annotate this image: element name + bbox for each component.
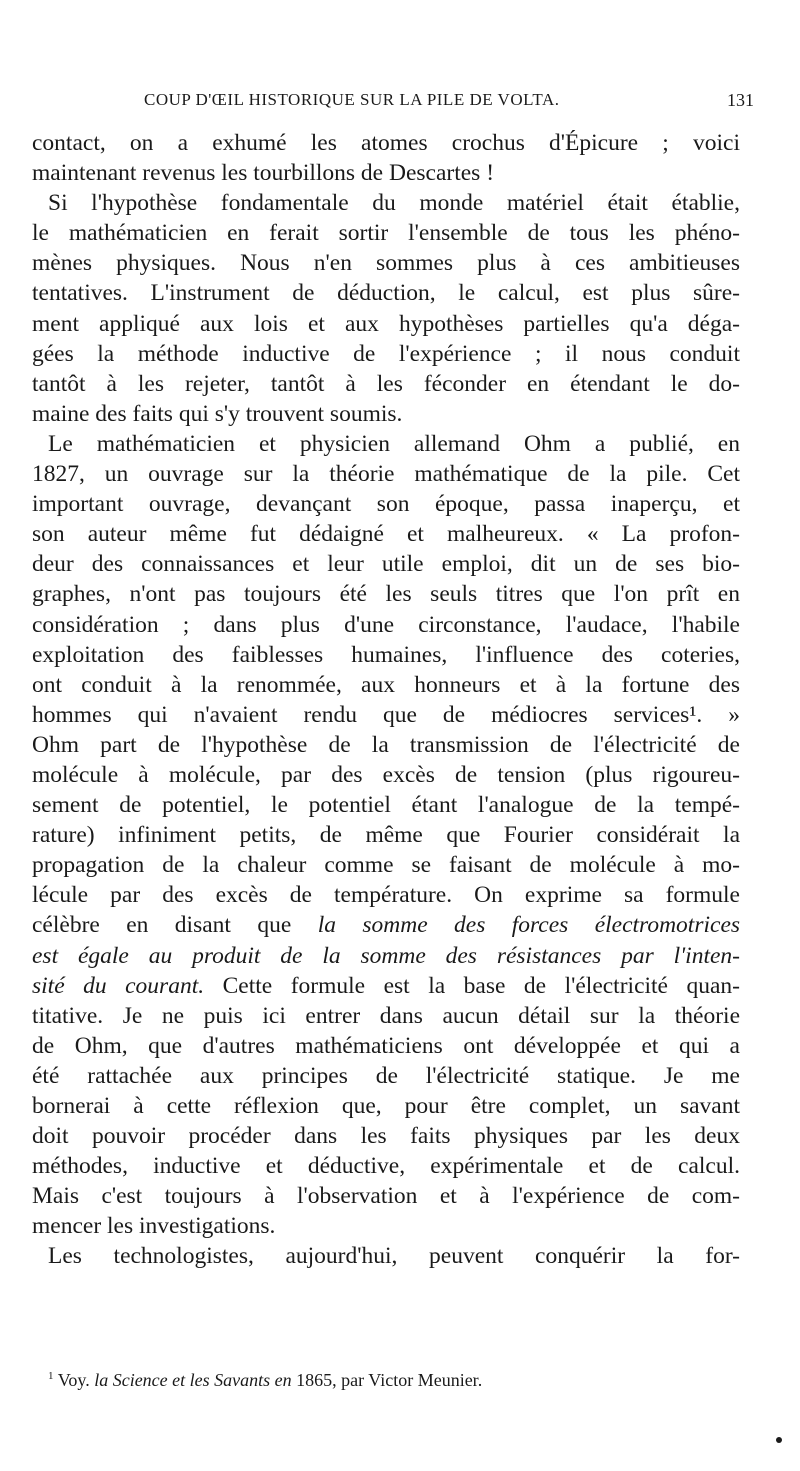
text-line: maine des faits qui s'y trouvent soumis.	[32, 400, 403, 427]
text-line: de Ohm, que d'autres mathématiciens ont développée et qui a	[32, 1032, 740, 1059]
text-line: molécule à molécule, par des excès de tension (plus rigoureu-	[32, 761, 740, 788]
italic-formula-text: la somme des forces électromotrices	[317, 912, 740, 939]
body-text	[32, 128, 740, 1272]
text-line	[32, 971, 740, 1001]
text-line: propagation de la chaleur comme se faisant de molécule à mo-	[32, 852, 740, 879]
text-line: Les technologistes, aujourd'hui, peuvent conquérir la for-	[48, 1243, 740, 1270]
footnote-title: la Science et les Savants en	[94, 1370, 292, 1390]
text-line: important ouvrage, devançant son époque, passa inaperçu, et	[32, 491, 740, 518]
text-line: 1827, un ouvrage sur la théorie mathématique de la pile. Cet	[32, 461, 740, 488]
text-line: titative. Je ne puis ici entrer dans aucun détail sur la théorie	[32, 1002, 740, 1029]
text-line: doit pouvoir procéder dans les faits physiques par les deux	[32, 1123, 740, 1150]
text-line: été rattachée aux principes de l'électricité statique. Je me	[32, 1062, 740, 1089]
footnote-prefix: Voy.	[57, 1370, 95, 1390]
text-line: Ohm part de l'hypothèse de la transmission de l'électricité de	[32, 731, 740, 758]
text-line: lécule par des excès de température. On exprime sa formule	[32, 882, 740, 909]
text-line: hommes qui n'avaient rendu que de médiocres services¹. »	[32, 701, 740, 728]
text-line: mènes physiques. Nous n'en sommes plus à ces ambitieuses	[32, 250, 740, 277]
text-line: deur des connaissances et leur utile emploi, dit un de ses bio-	[32, 551, 740, 578]
text-line: gées la méthode inductive de l'expérience ; il nous conduit	[32, 340, 740, 367]
text-line: bornerai à cette réflexion que, pour être complet, un savant	[32, 1093, 740, 1119]
text-line: mencer les investigations.	[32, 1213, 276, 1240]
text-line: Mais c'est toujours à l'observation et à l'expérience de com-	[32, 1183, 740, 1210]
ink-speck	[776, 1437, 782, 1443]
text-line: exploitation des faiblesses humaines, l'influence des coteries,	[32, 641, 740, 668]
text-line: rature) infiniment petits, de même que Fourier considérait la	[32, 822, 740, 849]
footnote-suffix: 1865, par Victor Meunier.	[291, 1370, 483, 1390]
footnote-marker: 1	[48, 1370, 54, 1382]
text-line: sement de potentiel, le potentiel étant l'analogue de la tempé-	[32, 792, 740, 819]
text-line: son auteur même fut dédaigné et malheureux. « La profon-	[32, 521, 740, 548]
text-line: tentatives. L'instrument de déduction, le calcul, est plus sûre-	[32, 280, 740, 307]
text-line: Si l'hypothèse fondamentale du monde matériel était établie,	[48, 190, 740, 217]
italic-formula-text: sité du courant.	[32, 972, 205, 999]
text-line: maintenant revenus les tourbillons de Descartes !	[32, 160, 495, 187]
footnote	[48, 1370, 748, 1391]
line-text: Cette formule est la base de l'électricité quan-	[204, 972, 740, 999]
text-line: ont conduit à la renommée, aux honneurs et à la fortune des	[32, 671, 740, 698]
text-line: considération ; dans plus d'une circonstance, l'audace, l'habile	[32, 611, 740, 638]
text-line: Le mathématicien et physicien allemand Ohm a publié, en	[48, 430, 740, 457]
text-line: ment appliqué aux lois et aux hypothèses partielles qu'a déga-	[32, 310, 740, 337]
text-line: graphes, n'ont pas toujours été les seuls titres que l'on prît en	[32, 581, 740, 608]
text-line: tantôt à les rejeter, tantôt à les féconder en étendant le do-	[32, 370, 740, 397]
running-title: COUP D'ŒIL HISTORIQUE SUR LA PILE DE VOLTA.	[144, 90, 560, 109]
text-line: méthodes, inductive et déductive, expérimentale et de calcul.	[32, 1153, 740, 1180]
text-line: contact, on a exhumé les atomes crochus d'Épicure ; voici	[32, 130, 740, 156]
text-line: le mathématicien en ferait sortir l'ensemble de tous les phéno-	[32, 220, 740, 247]
line-text: célèbre en disant que	[32, 912, 292, 939]
page-header	[42, 90, 754, 122]
text-line	[32, 910, 740, 940]
text-line	[32, 941, 740, 971]
page-number: 131	[727, 90, 754, 110]
italic-formula-text: est égale au produit de la somme des résistances par l'inten-	[32, 942, 740, 969]
